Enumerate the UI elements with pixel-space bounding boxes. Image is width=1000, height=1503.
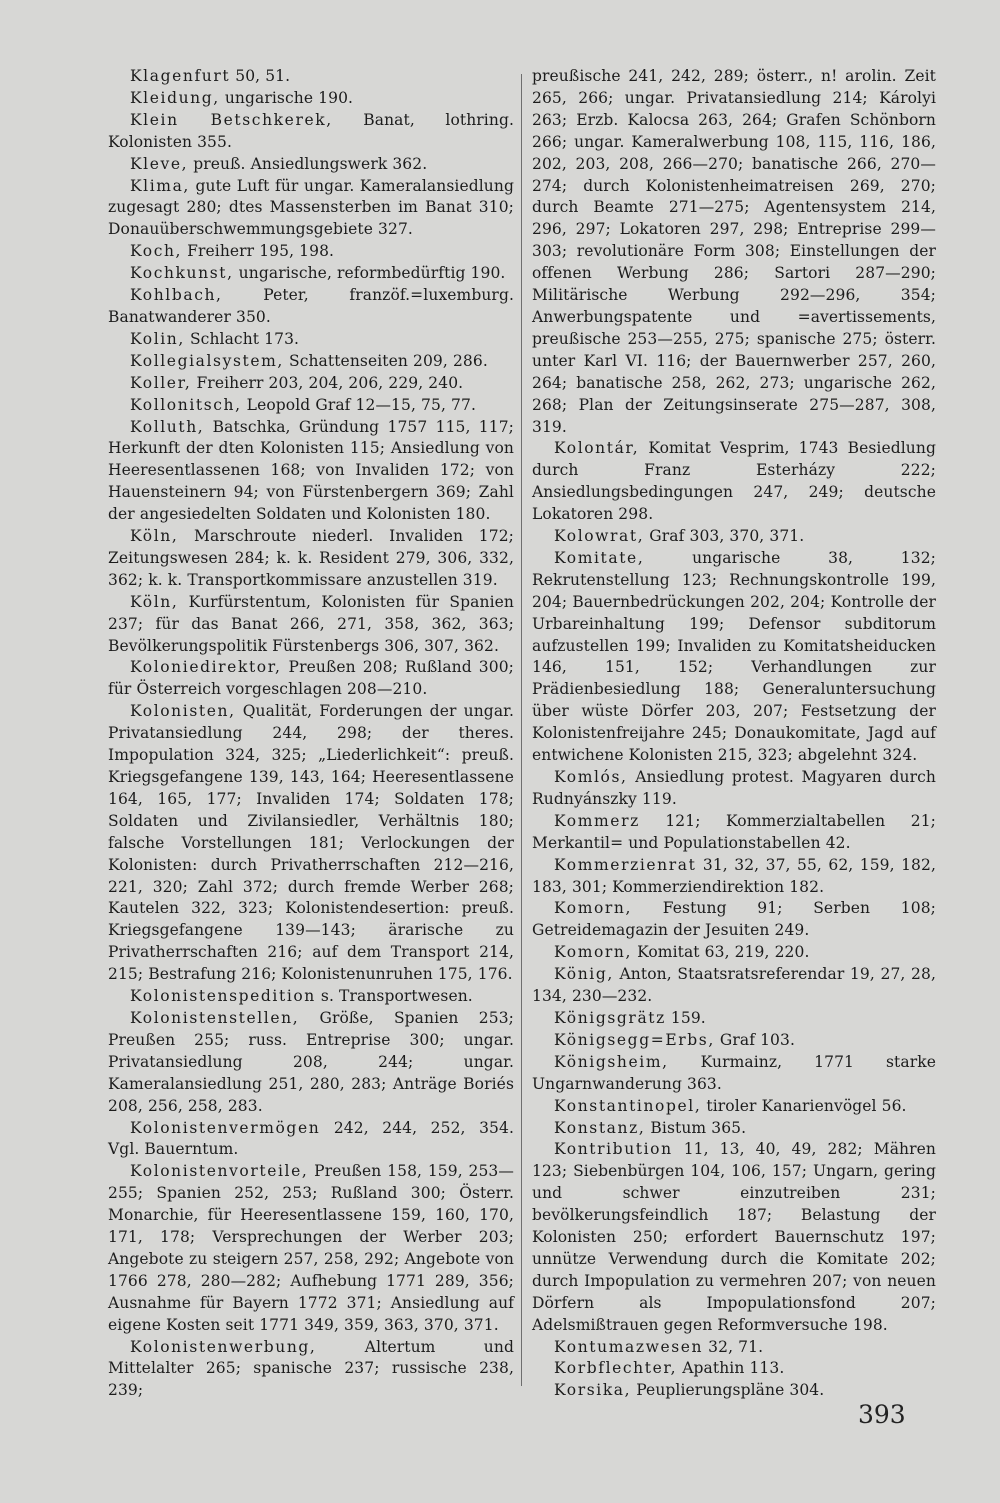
entry-keyword: Komitate, — [554, 548, 645, 567]
index-entry — [532, 855, 936, 899]
entry-text: Anton, Staatsratsreferendar 19, 27, 28, 134, 230—232. — [532, 965, 936, 1006]
index-entry — [532, 767, 936, 811]
entry-keyword: Kohlbach, — [130, 286, 223, 305]
entry-text: Größe, Spanien 253; Preußen 255; russ. Entreprise 300; ungar. Privatansiedlung 208, 244; ungar. Kameralansiedlung 251, 280, 283; Anträge Boriés 208, 256, 258, 283. — [108, 1008, 514, 1115]
index-entry — [108, 395, 514, 417]
index-entry — [108, 241, 514, 263]
entry-keyword: Kolonistenstellen, — [130, 1008, 300, 1027]
index-entry — [108, 1161, 514, 1336]
entry-keyword: Kolin, — [130, 329, 185, 348]
index-entry — [108, 154, 514, 176]
entry-keyword: Königsheim, — [554, 1052, 669, 1071]
index-entry — [532, 1380, 936, 1402]
entry-text: Graf 303, 370, 371. — [644, 527, 805, 546]
entry-text: Freiherr 195, 198. — [182, 242, 335, 261]
entry-keyword: Koloniedirektor, — [130, 658, 282, 677]
entry-text: Graf 103. — [714, 1030, 795, 1049]
entry-keyword: Konstantinopel, — [554, 1096, 702, 1115]
entry-keyword: Korsika, — [554, 1381, 632, 1400]
index-entry — [532, 548, 936, 767]
entry-text: Festung 91; Serben 108; Getreidemagazin der Jesuiten 249. — [532, 899, 936, 940]
entry-text: s. Transportwesen. — [315, 987, 473, 1006]
entry-text: 11, 13, 40, 49, 282; Mähren 123; Siebenbürgen 104, 106, 157; Ungarn, gering und schwer einzutreiben 231; bevölkerungsfeindlich 187; Belastung der Kolonisten 250; erfordert Bauernschutz 197; unnütze Verwendung durch die Komitate 202; durch Impopulation zu vermehren 207; von neuen Dörfern als Impopulationsfond 207; Adelsmißtrauen gegen Reformversuche 198. — [532, 1140, 936, 1334]
index-entry — [108, 1008, 514, 1118]
index-entry — [532, 438, 936, 526]
right-column — [532, 66, 936, 1402]
entry-keyword: Kolonistenwerbung, — [130, 1337, 317, 1356]
entry-text: Preußen 158, 159, 253—255; Spanien 252, 253; Rußland 300; Österr. Monarchie, für Heeresentlassene 159, 160, 170, 171, 178; Versprechungen der Werber 203; Angebote zu steigern 257, 258, 292; Angebote von 1766 278, 280—282; Aufhebung 1771 289, 356; Ausnahme für Bayern 1772 371; Ansiedlung auf eigene Kosten seit 1771 349, 359, 363, 370, 371. — [108, 1162, 514, 1334]
index-entry — [532, 964, 936, 1008]
entry-keyword: Kolonistenspedition — [130, 987, 316, 1006]
entry-text: Ansiedlung protest. Magyaren durch Rudnyánszky 119. — [532, 768, 936, 808]
entry-keyword: Kleve, — [130, 154, 189, 173]
left-column — [108, 66, 514, 1402]
entry-keyword: Kolowrat, — [554, 527, 645, 546]
entry-keyword: Köln, — [130, 527, 179, 546]
entry-keyword: Kolonistenvorteile, — [130, 1162, 309, 1181]
index-entry — [532, 1337, 936, 1359]
entry-keyword: Komorn, — [554, 943, 633, 962]
entry-keyword: Kontumazwesen — [554, 1337, 704, 1356]
entry-keyword: Konstanz, — [554, 1118, 646, 1137]
index-entry — [532, 942, 936, 964]
entry-keyword: Kollonitsch, — [130, 395, 242, 414]
entry-keyword: Kommerz — [554, 811, 640, 830]
entry-text: Freiherr 203, 204, 206, 229, 240. — [191, 373, 464, 392]
entry-text: 121; Kommerzialtabellen 21; Merkantil= und Populationstabellen 42. — [532, 811, 936, 852]
entry-text: Preußen 208; Rußland 300; für Österreich vorgeschlagen 208—210. — [108, 658, 514, 699]
index-entry — [108, 329, 514, 351]
index-entry — [532, 1118, 936, 1140]
index-entry — [108, 592, 514, 658]
entry-text: Kurmainz, 1771 starke Ungarnwanderung 363. — [532, 1052, 936, 1093]
index-entry — [532, 1139, 936, 1336]
entry-keyword: Köln, — [130, 592, 179, 611]
entry-keyword: Königsegg=Erbs, — [554, 1030, 715, 1049]
index-entry — [532, 811, 936, 855]
entry-keyword: Koch, — [130, 242, 183, 261]
index-entry — [532, 1052, 936, 1096]
entry-text: 32, 71. — [703, 1337, 764, 1356]
index-entry — [108, 701, 514, 986]
entry-text: gute Luft für ungar. Kameralansiedlung zugesagt 280; dtes Massensterben im Banat 310; Donauüberschwemmungsgebiete 327. — [108, 176, 514, 239]
entry-text: 31, 32, 37, 55, 62, 159, 182, 183, 301; Kommerziendirektion 182. — [532, 855, 936, 896]
entry-text: Peter, franzöf.=luxemburg. Banatwanderer 350. — [108, 286, 514, 326]
entry-keyword: Kollegialsystem, — [130, 351, 284, 370]
entry-text: Batschka, Gründung 1757 115, 117; Herkunft der dten Kolonisten 115; Ansiedlung von Heeresentlassenen 168; von Invaliden 172; von Hauensteinern 94; von Fürstenbergern 369; Zahl der angesiedelten Soldaten und Kolonisten 180. — [108, 417, 514, 524]
entry-keyword: Kolontár, — [554, 439, 640, 458]
entry-keyword: Kolluth, — [130, 417, 205, 436]
index-entry — [108, 263, 514, 285]
index-entry — [532, 526, 936, 548]
entry-text: Schattenseiten 209, 286. — [283, 351, 488, 370]
entry-keyword: Kolonisten, — [130, 702, 236, 721]
entry-keyword: Komorn, — [554, 899, 633, 918]
entry-keyword: König, — [554, 965, 614, 984]
entry-text: preußische 241, 242, 289; österr., n! arolin. Zeit 265, 266; ungar. Privatansiedlung 214; Károlyi 263; Erzb. Kalocsa 263, 264; Grafen Schönborn 266; ungar. Kameralwerbung 108, 115, 116, 186, 202, 203, 208, 266—270; banatische 266, 270—274; durch Kolonistenheimatreisen 269, 270; durch Beamte 271—275; Agentensystem 214, 296, 297; Lokatoren 297, 298; Entreprise 299—303; revolutionäre Form 308; Einstellungen der offenen Werbung 286; Sartori 287—290; Militärische Werbung 292—296, 354; Anwerbungspatente und =avertissements, preußische 253—255, 275; spanische 275; österr. unter Karl VI. 116; der Bauernwerber 257, 260, 264; banatische 258, 262, 273; ungarische 262, 268; Plan der Zeitungsinserate 275—287, 308, 319. — [532, 67, 936, 436]
entry-text: 50, 51. — [230, 67, 291, 85]
index-entry — [532, 898, 936, 942]
entry-keyword: Komlós, — [554, 768, 628, 786]
entry-text: Banat, lothring. Kolonisten 355. — [108, 110, 514, 151]
page-number: 393 — [858, 1400, 906, 1429]
index-entry — [108, 417, 514, 527]
entry-keyword: Kochkunst, — [130, 264, 234, 283]
entry-text: Altertum und Mittelalter 265; spanische 237; russische 238, 239; — [108, 1337, 514, 1400]
entry-text: Qualität, Forderungen der ungar. Privatansiedlung 244, 298; der theres. Impopulation 324, 325; „Liederlichkeit“: preuß. Kriegsgefangene 139, 143, 164; Heeresentlassene 164, 165, 177; Invaliden 174; Soldaten 178; Soldaten und Zivilansiedler, Verhältnis 180; falsche Vorstellungen 181; Verlockungen der Kolonisten: durch Privatherrschaften 212—216, 221, 320; Zahl 372; durch fremde Werber 268; Kautelen 322, 323; Kolonistendesertion: preuß. Kriegsgefangene 139—143; ärarische zu Privatherrschaften 216; auf dem Transport 214, 215; Bestrafung 216; Kolonistenunruhen 175, 176. — [108, 702, 514, 984]
entry-keyword: Klein Betschkerek, — [130, 110, 333, 129]
entry-keyword: Kommerzienrat — [554, 855, 697, 874]
index-entry — [532, 1096, 936, 1118]
index-entry — [108, 373, 514, 395]
entry-text: tiroler Kanarienvögel 56. — [701, 1096, 907, 1115]
entry-keyword: Klagenfurt — [130, 67, 231, 85]
entry-text: Schlacht 173. — [184, 329, 300, 348]
entry-text: Komitat 63, 219, 220. — [632, 943, 810, 962]
index-entry — [108, 657, 514, 701]
entry-keyword: Königsgrätz — [554, 1008, 666, 1027]
entry-text: Komitat Vesprim, 1743 Besiedlung durch Franz Esterházy 222; Ansiedlungsbedingungen 247, 249; deutsche Lokatoren 298. — [532, 439, 936, 524]
index-entry — [532, 1008, 936, 1030]
entry-text: preuß. Ansiedlungswerk 362. — [188, 154, 428, 173]
entry-keyword: Korbflechter, — [554, 1359, 678, 1378]
entry-text: ungarische, reformbedürftig 190. — [233, 264, 506, 283]
index-entry — [108, 110, 514, 154]
entry-keyword: Kontribution — [554, 1140, 673, 1159]
entry-keyword: Kolonistenvermögen — [130, 1118, 321, 1137]
entry-keyword: Koller, — [130, 373, 192, 392]
entry-text: Apathin 113. — [677, 1359, 785, 1378]
index-entry — [108, 1337, 514, 1403]
entry-text: 159. — [665, 1008, 706, 1027]
entry-keyword: Klima, — [130, 176, 190, 195]
entry-text: Peuplierungspläne 304. — [631, 1381, 825, 1400]
entry-text: Kurfürstentum, Kolonisten für Spanien 237; für das Banat 266, 271, 358, 362, 363; Bevölkerungspolitik Fürstenbergs 306, 307, 362. — [108, 592, 514, 655]
index-entry-continuation — [532, 66, 936, 438]
index-entry — [108, 986, 514, 1008]
index-entry — [108, 1118, 514, 1162]
index-entry — [108, 285, 514, 329]
index-entry — [108, 351, 514, 373]
column-divider — [521, 74, 522, 1386]
entry-text: ungarische 190. — [219, 88, 354, 107]
index-entry — [108, 66, 514, 88]
entry-text: ungarische 38, 132; Rekrutenstellung 123; Rechnungskontrolle 199, 204; Bauernbedrückungen 202, 204; Kontrolle der Urbareinhaltung 199; Defensor subditorum aufzustellen 199; Invaliden zu Komitatsheiducken 146, 151, 152; Verhandlungen zur Prädienbesiedlung 188; Generaluntersuchung über wüste Dörfer 203, 207; Festsetzung der Kolonistenfreijahre 245; Donaukomitate, Jagd auf entwichene Kolonisten 215, 323; abgelehnt 324. — [532, 548, 936, 765]
index-entry — [108, 88, 514, 110]
entry-text: Bistum 365. — [645, 1118, 747, 1137]
entry-text: 242, 244, 252, 354. Vgl. Bauerntum. — [108, 1118, 514, 1159]
index-entry — [108, 526, 514, 592]
entry-text: Leopold Graf 12—15, 75, 77. — [241, 395, 476, 414]
entry-text: Marschroute niederl. Invaliden 172; Zeitungswesen 284; k. k. Resident 279, 306, 332, 362; k. k. Transportkommissare anzustellen 319. — [108, 527, 514, 589]
index-entry — [532, 1358, 936, 1380]
index-entry — [532, 1030, 936, 1052]
entry-keyword: Kleidung, — [130, 88, 220, 107]
index-entry — [108, 176, 514, 242]
